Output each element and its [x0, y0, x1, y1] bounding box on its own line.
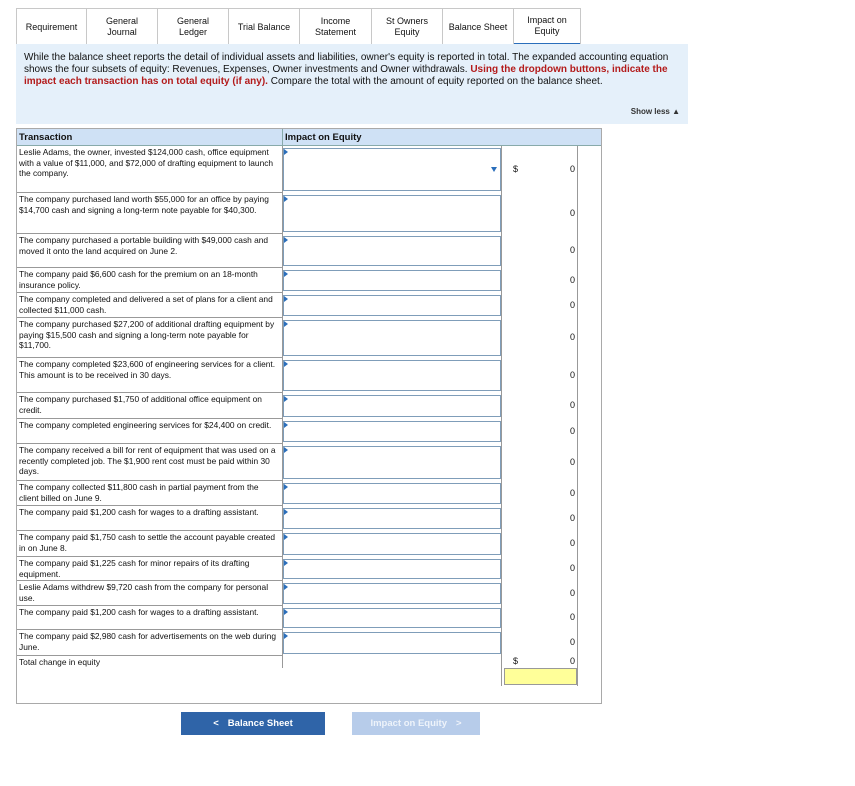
impact-amount: 0: [569, 245, 575, 255]
column-divider: [577, 146, 578, 686]
transaction-text: The company paid $1,750 cash to settle the account payable created in on June 8.: [17, 531, 283, 557]
impact-dropdown[interactable]: [283, 395, 501, 417]
transaction-text: The company purchased $1,750 of additional office equipment on credit.: [17, 393, 283, 419]
impact-amount: 0: [569, 163, 575, 174]
impact-amount: 0: [569, 637, 575, 647]
tab-requirement[interactable]: Requirement: [17, 9, 87, 45]
show-less-link[interactable]: Show less ▲: [630, 106, 680, 116]
total-currency-symbol: $: [513, 656, 519, 666]
table-row: [17, 606, 601, 630]
tab-bar: [16, 8, 581, 46]
transaction-text: The company purchased land worth $55,000 for an office by paying $14,700 cash and signing a long-term note payable for $40,300.: [17, 193, 283, 234]
impact-dropdown[interactable]: [283, 559, 501, 579]
table-row: [17, 506, 601, 531]
transaction-text: Leslie Adams withdrew $9,720 cash from the company for personal use.: [17, 581, 283, 606]
impact-dropdown[interactable]: [283, 508, 501, 529]
impact-dropdown[interactable]: [283, 583, 501, 604]
impact-dropdown[interactable]: [283, 195, 501, 232]
table-row: [17, 358, 601, 393]
impact-amount: 0: [569, 274, 575, 285]
table-row: [17, 268, 601, 293]
impact-dropdown[interactable]: [283, 360, 501, 391]
transaction-text: The company collected $11,800 cash in partial payment from the client billed on June 9.: [17, 481, 283, 506]
transaction-text: The company completed engineering services for $24,400 on credit.: [17, 419, 283, 444]
transaction-text: The company paid $1,200 cash for wages to a drafting assistant.: [17, 506, 283, 531]
tab-st-owners-equity[interactable]: St Owners Equity: [372, 9, 443, 45]
impact-amount: 0: [569, 332, 575, 342]
tab-trial-balance[interactable]: Trial Balance: [229, 9, 300, 45]
table-row: [17, 193, 601, 234]
impact-dropdown[interactable]: [283, 236, 501, 266]
table-row: [17, 146, 601, 193]
impact-dropdown[interactable]: [283, 270, 501, 291]
table-row: [17, 419, 601, 444]
prev-button-label: Balance Sheet: [227, 718, 293, 729]
impact-amount: 0: [569, 487, 575, 498]
table-row: [17, 581, 601, 606]
impact-amount: 0: [569, 369, 575, 380]
table-row: [17, 293, 601, 318]
header-amount: [501, 129, 601, 146]
chevron-right-icon: >: [455, 718, 462, 729]
transaction-text: The company paid $1,225 cash for minor repairs of its drafting equipment.: [17, 557, 283, 581]
table-row: [17, 444, 601, 481]
impact-dropdown[interactable]: [283, 148, 501, 191]
impact-amount: 0: [569, 612, 575, 622]
transaction-text: The company paid $2,980 cash for advertisements on the web during June.: [17, 630, 283, 656]
next-impact-on-equity-button[interactable]: [352, 712, 480, 735]
impact-amount: 0: [569, 563, 575, 573]
transaction-text: The company completed $23,600 of engineering services for a client. This amount is to be received in 30 days.: [17, 358, 283, 393]
column-divider: [501, 146, 502, 686]
transaction-text: The company paid $6,600 cash for the premium on an 18-month insurance policy.: [17, 268, 283, 293]
total-label: Total change in equity: [17, 656, 283, 668]
table-row: [17, 630, 601, 656]
prev-balance-sheet-button[interactable]: [181, 712, 325, 735]
table-row: [17, 481, 601, 506]
table-row: [17, 557, 601, 581]
impact-amount: 0: [569, 299, 575, 310]
total-amount: 0: [569, 656, 575, 666]
transaction-text: The company received a bill for rent of equipment that was used on a recently completed job. The $1,900 rent cost must be paid within 30 days.: [17, 444, 283, 481]
impact-dropdown[interactable]: [283, 295, 501, 316]
header-transaction: Transaction: [17, 129, 283, 146]
tab-general-journal[interactable]: General Journal: [87, 9, 158, 45]
instructions-panel: [16, 44, 688, 124]
transaction-text: The company purchased a portable building with $49,000 cash and moved it onto the land acquired on June 2.: [17, 234, 283, 268]
instructions-text: While the balance sheet reports the detail of individual assets and liabilities, owner's equity is reported in total. The expanded accounting equation shows the four subsets of equity: Revenues, Expenses, Owner investments and Owner withdrawals.: [24, 52, 669, 76]
impact-table: [16, 128, 602, 704]
tab-income-statement[interactable]: Income Statement: [300, 9, 372, 45]
table-row: [17, 318, 601, 358]
transaction-text: Leslie Adams, the owner, invested $124,000 cash, office equipment with a value of $11,000, and $72,000 of drafting equipment to launch the company.: [17, 146, 283, 193]
next-button-label: Impact on Equity: [370, 718, 447, 729]
tab-general-ledger[interactable]: General Ledger: [158, 9, 229, 45]
chevron-down-icon: [491, 167, 497, 172]
header-impact: Impact on Equity: [283, 129, 501, 146]
impact-dropdown[interactable]: [283, 632, 501, 654]
transaction-text: The company paid $1,200 cash for wages to a drafting assistant.: [17, 606, 283, 630]
transaction-text: The company purchased $27,200 of additional drafting equipment by paying $15,500 cash and signing a long-term note payable for $11,700.: [17, 318, 283, 358]
impact-dropdown[interactable]: [283, 320, 501, 356]
impact-dropdown[interactable]: [283, 608, 501, 628]
table-row: [17, 393, 601, 419]
impact-amount: 0: [569, 538, 575, 548]
impact-amount: 0: [569, 587, 575, 598]
impact-amount: 0: [569, 456, 575, 467]
impact-dropdown[interactable]: [283, 421, 501, 442]
impact-amount: 0: [569, 207, 575, 218]
total-row: [17, 656, 601, 668]
tab-balance-sheet[interactable]: Balance Sheet: [443, 9, 514, 45]
transaction-text: The company completed and delivered a set of plans for a client and collected $11,000 cash.: [17, 293, 283, 318]
table-row: [17, 234, 601, 268]
chevron-left-icon: <: [213, 718, 219, 729]
currency-symbol: $: [513, 163, 519, 174]
table-row: [17, 531, 601, 557]
instructions-highlight: Using the dropdown buttons, indicate the impact each transaction has on total equity (if any).: [24, 64, 668, 88]
impact-amount: 0: [569, 400, 575, 410]
instructions-text-2: Compare the total with the amount of equity reported on the balance sheet.: [267, 76, 603, 88]
tab-impact-on-equity[interactable]: Impact on Equity: [514, 9, 580, 45]
impact-dropdown[interactable]: [283, 533, 501, 555]
impact-amount: 0: [569, 425, 575, 436]
impact-amount: 0: [569, 512, 575, 523]
impact-dropdown[interactable]: [283, 446, 501, 479]
impact-dropdown[interactable]: [283, 483, 501, 504]
total-highlight-box: [504, 668, 577, 685]
